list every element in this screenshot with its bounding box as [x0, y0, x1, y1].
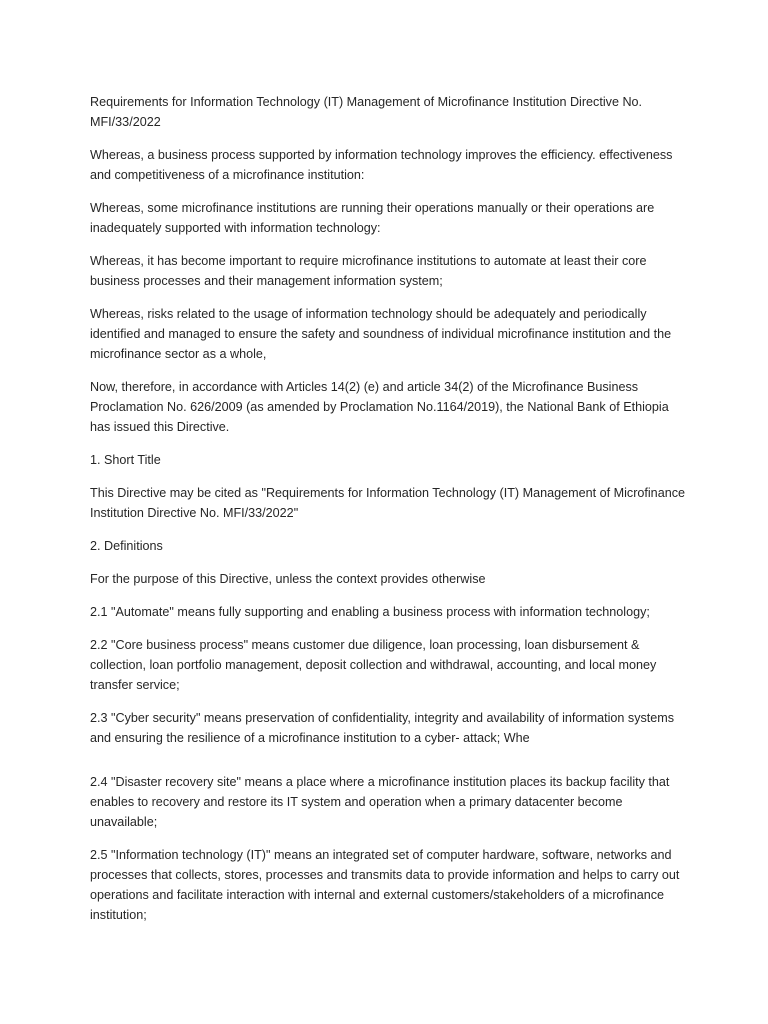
preamble-paragraph-manual-operations: Whereas, some microfinance institutions are running their operations manually or their operations are inadequately supported with information technology:	[90, 201, 655, 235]
preamble-paragraph-automation: Whereas, it has become important to require microfinance institutions to automate at least their core business processes and their management information system;	[90, 254, 647, 288]
document-title: Requirements for Information Technology (IT) Management of Microfinance Institution Directive No. MFI/33/2022	[90, 95, 643, 129]
definition-cyber-security: 2.3 "Cyber security" means preservation of confidentiality, integrity and availability of information systems and ensuring the resilience of a microfinance institution to a cyber- attack; Whe	[90, 711, 675, 745]
definitions-intro: For the purpose of this Directive, unless the context provides otherwise	[90, 572, 486, 586]
section-heading-definitions: 2. Definitions	[90, 539, 163, 553]
short-title-paragraph: This Directive may be cited as "Requirements for Information Technology (IT) Management of Microfinance Institution Directive No. MFI/33/2022"	[90, 486, 685, 520]
preamble-paragraph-risks: Whereas, risks related to the usage of information technology should be adequately and periodically identified and managed to ensure the safety and soundness of individual microfinance institution and the microfinance sector as a whole,	[90, 307, 672, 361]
enactment-paragraph: Now, therefore, in accordance with Articles 14(2) (e) and article 34(2) of the Microfinance Business Proclamation No. 626/2009 (as amended by Proclamation No.1164/2019), the National Bank of Ethiopia has issued this Directive.	[90, 380, 669, 434]
section-heading-short-title: 1. Short Title	[90, 453, 161, 467]
preamble-paragraph-efficiency: Whereas, a business process supported by information technology improves the efficiency. effectiveness and competitiveness of a microfinance institution:	[90, 148, 673, 182]
definition-core-business-process: 2.2 "Core business process" means customer due diligence, loan processing, loan disbursement & collection, loan portfolio management, deposit collection and withdrawal, accounting, and local money transfer service;	[90, 638, 657, 692]
definition-disaster-recovery-site: 2.4 "Disaster recovery site" means a place where a microfinance institution places its backup facility that enables to recovery and restore its IT system and operation when a primary datacenter become unavailable;	[90, 775, 670, 829]
definition-information-technology: 2.5 "Information technology (IT)" means an integrated set of computer hardware, software, networks and processes that collects, stores, processes and transmits data to provide information and helps to carry out operations and facilitate interaction with internal and external customers/stakeholders of a microfinance institution;	[90, 848, 680, 922]
document-body	[90, 92, 690, 938]
definition-automate: 2.1 "Automate" means fully supporting and enabling a business process with information technology;	[90, 605, 650, 619]
